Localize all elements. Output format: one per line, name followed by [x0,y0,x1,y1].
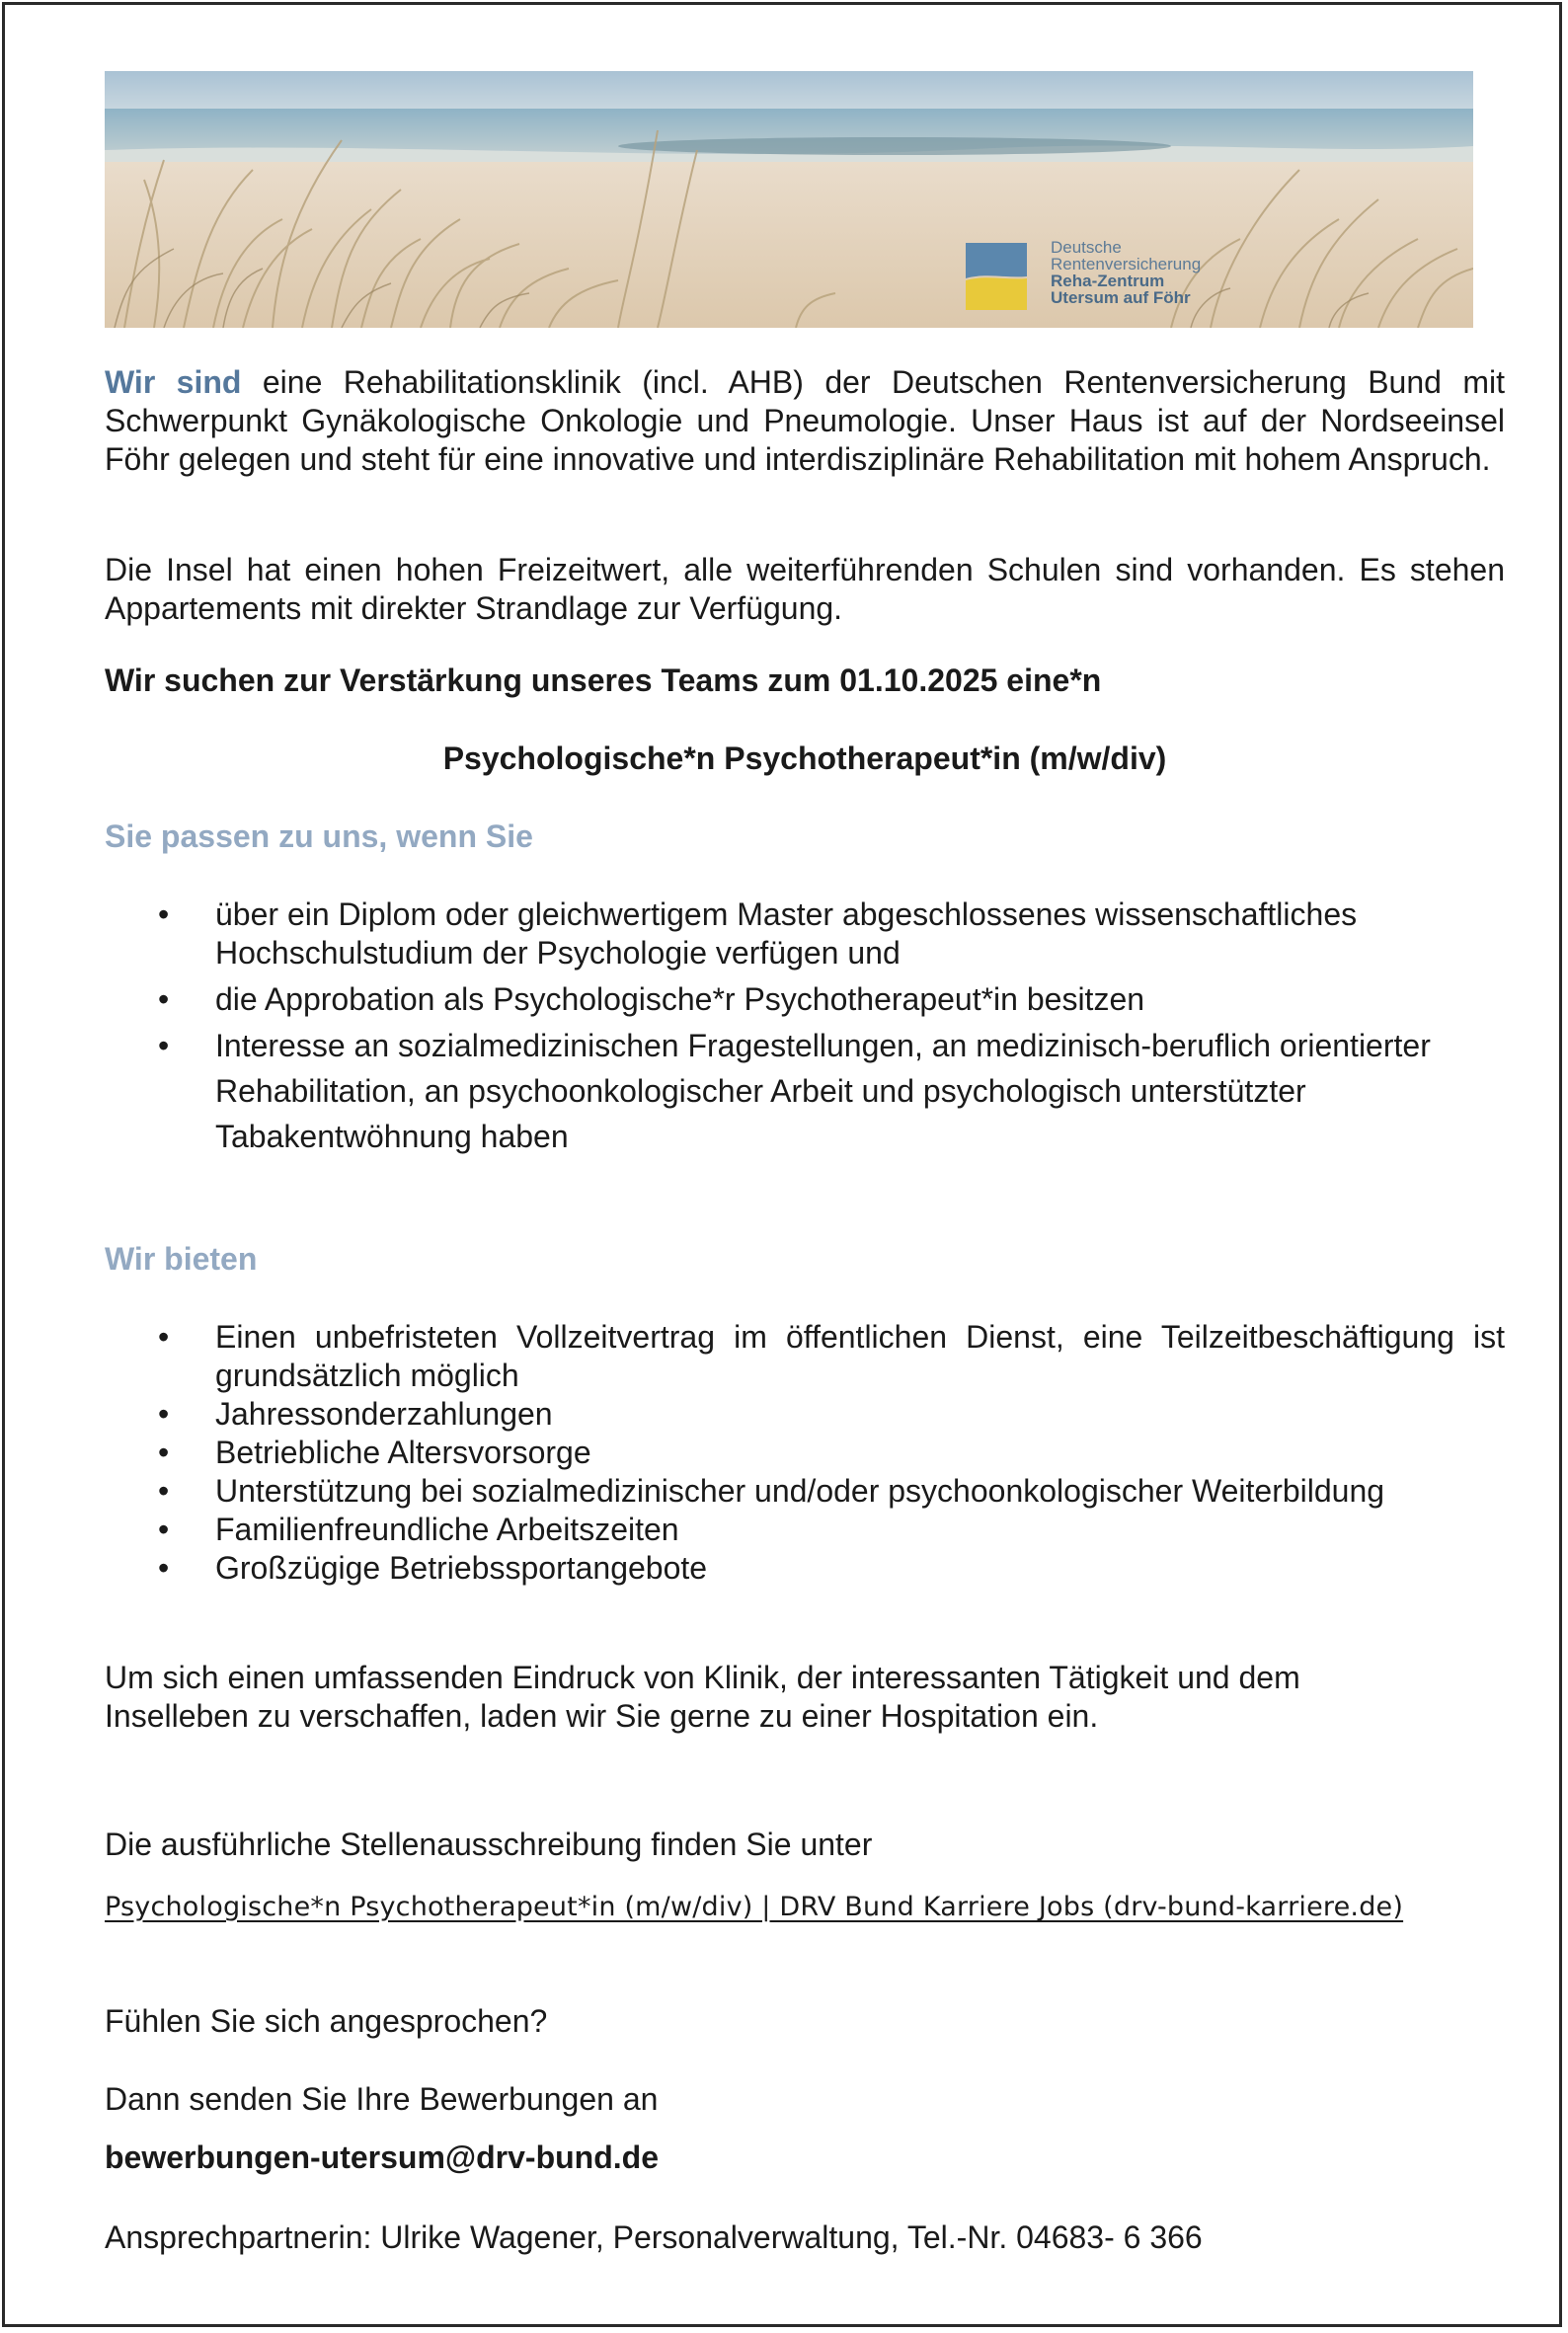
closing-question: Fühlen Sie sich angesprochen? [105,2003,548,2039]
logo-line-4: Utersum auf Föhr [1051,288,1191,307]
intro-text: eine Rehabilitationsklinik (incl. AHB) der Deutschen Rentenversicherung Bund mit Schwerpunkt Gynäkologische Onkologie und Pneumologie. Unser Haus ist auf der Nordseeinsel Föhr gelegen und steht für eine innovative und interdisziplinäre Rehabilitation mit hohem Anspruch. [105,364,1506,477]
application-email[interactable]: bewerbungen-utersum@drv-bund.de [105,2139,659,2175]
header-banner-image [105,71,1473,328]
requirements-heading: Sie passen zu uns, wenn Sie [105,818,533,854]
bullet: • [158,1396,170,1432]
intro-paragraph [105,363,1505,479]
bullet: • [158,1512,170,1547]
island-paragraph: Die Insel hat einen hohen Freizeitwert, alle weiterführenden Schulen sind vorhanden. Es stehen Appartements mit direkter Strandlage zur Verfügung. [105,552,1505,626]
list-item-text: Familienfreundliche Arbeitszeiten [215,1512,679,1547]
list-item-text: Betriebliche Altersvorsorge [215,1435,591,1470]
search-line: Wir suchen zur Verstärkung unseres Teams zum 01.10.2025 eine*n [105,662,1102,698]
list-item-text: Jahressonderzahlungen [215,1396,553,1432]
drv-logo-text [1051,239,1201,306]
list-item-text: Großzügige Betriebssportangebote [215,1550,708,1586]
list-item-text: Einen unbefristeten Vollzeitvertrag im öffentlichen Dienst, eine Teilzeitbeschäftigung ist grundsätzlich möglich [215,1319,1505,1393]
logo-line-1: Deutsche [1051,238,1122,257]
intro-lead: Wir sind [105,364,242,400]
job-posting-link[interactable]: Psychologische*n Psychotherapeut*in (m/w/div) | DRV Bund Karriere Jobs (drv-bund-karriere.de) [105,1892,1404,1922]
list-item [105,1023,1505,1159]
contact-line: Ansprechpartnerin: Ulrike Wagener, Personalverwaltung, Tel.-Nr. 04683- 6 366 [105,2219,1203,2255]
list-item [105,1549,1505,1588]
list-item-text: über ein Diplom oder gleichwertigem Master abgeschlossenes wissenschaftliches Hochschulstudium der Psychologie verfügen und [215,896,1358,971]
bullet: • [158,1473,170,1509]
list-item [105,1472,1505,1511]
list-item-text: die Approbation als Psychologische*r Psychotherapeut*in besitzen [215,981,1145,1017]
list-item [105,1434,1505,1472]
closing-send: Dann senden Sie Ihre Bewerbungen an [105,2081,659,2117]
offer-list [105,1318,1505,1588]
requirements-list [105,895,1505,1159]
list-item [105,895,1505,972]
list-item [105,1395,1505,1434]
bullet: • [158,896,170,932]
drv-logo-mark-icon [962,239,1031,314]
bullet: • [158,981,170,1017]
list-item [105,1511,1505,1549]
bullet: • [158,1319,170,1355]
logo-line-3: Reha-Zentrum [1051,272,1165,290]
hospitation-paragraph: Um sich einen umfassenden Eindruck von Klinik, der interessanten Tätigkeit und dem Inselleben zu verschaffen, laden wir Sie gerne zu einer Hospitation ein. [105,1660,1300,1734]
list-item [105,1318,1505,1395]
list-item-text: Interesse an sozialmedizinischen Fragestellungen, an medizinisch-beruflich orientierter Rehabilitation, an psychoonkologischer Arbeit und psychologisch unterstützter Tabakentwöhnung haben [215,1028,1431,1154]
job-title: Psychologische*n Psychotherapeut*in (m/w/div) [442,740,1167,776]
list-item [105,980,1505,1019]
logo-line-2: Rentenversicherung [1051,255,1202,273]
list-item-text: Unterstützung bei sozialmedizinischer und/oder psychoonkologischer Weiterbildung [215,1473,1385,1509]
bullet: • [158,1028,170,1063]
bullet: • [158,1435,170,1470]
details-intro: Die ausführliche Stellenausschreibung finden Sie unter [105,1827,873,1862]
drv-logo [962,239,1376,322]
bullet: • [158,1550,170,1586]
offer-heading: Wir bieten [105,1241,258,1277]
